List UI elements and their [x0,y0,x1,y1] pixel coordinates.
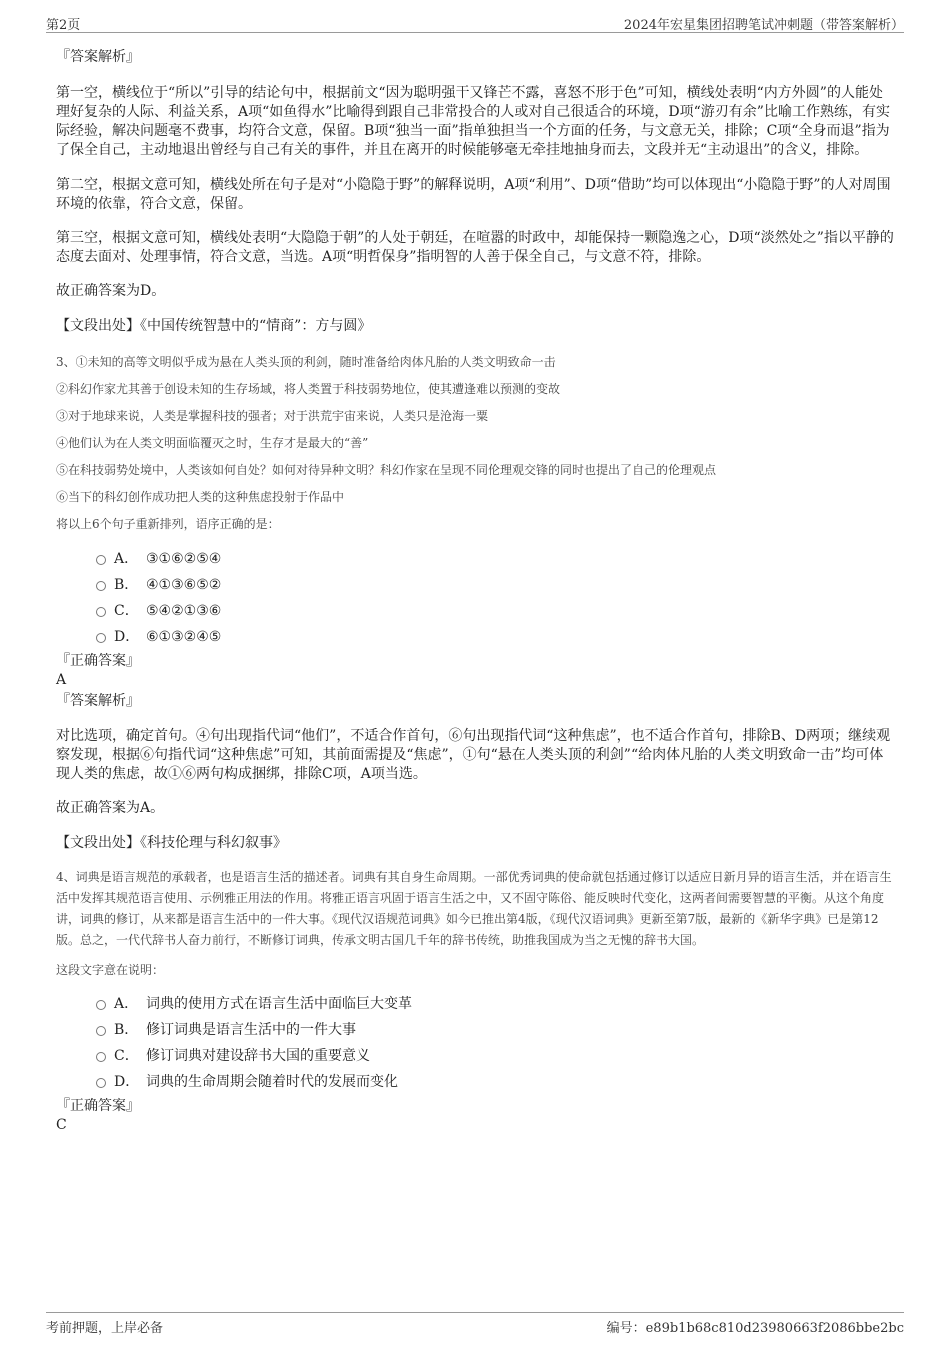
q4-prompt: 这段文字意在说明： [56,963,165,977]
q3-prompt: 将以上6个句子重新排列，语序正确的是： [56,517,280,531]
radio-icon[interactable] [96,633,106,643]
footer-slogan: 考前押题，上岸必备 [46,1321,164,1336]
page-content [56,44,896,1135]
q3-option-b[interactable] [56,572,896,598]
radio-icon[interactable] [96,607,106,617]
option-letter: D． [114,629,140,645]
page-number: 第2页 [46,18,81,33]
q4-option-b[interactable] [56,1017,896,1043]
q3-answer: A [56,672,67,688]
option-text: ⑤④②①③⑥ [146,603,222,619]
option-text: 修订词典对建设辞书大国的重要意义 [146,1048,370,1064]
q2-analysis-title: 『答案解析』 [56,49,140,65]
q3-sentence-1: 3、①未知的高等文明似乎成为悬在人类头顶的利剑，随时准备给肉体凡胎的人类文明致命一击 [56,355,556,369]
q3-analysis-title: 『答案解析』 [56,693,140,709]
radio-icon[interactable] [96,555,106,565]
option-letter: D． [114,1074,140,1090]
radio-icon[interactable] [96,1052,106,1062]
page-header [46,10,904,33]
option-text: ③①⑥②⑤④ [146,551,222,567]
option-letter: B． [114,577,139,593]
option-text: ④①③⑥⑤② [146,577,222,593]
q3-source: 【文段出处】《科技伦理与科幻叙事》 [56,835,287,851]
q2-analysis-p2: 第二空，根据文意可知，横线处所在句子是对“小隐隐于野”的解释说明，A项“利用”、D项“借助”均可以体现出“小隐隐于野”的人对周围环境的依靠，符合文意，保留。 [56,177,891,212]
radio-icon[interactable] [96,581,106,591]
q3-options [56,546,896,650]
option-letter: B． [114,1022,139,1038]
q3-option-a[interactable] [56,546,896,572]
option-letter: A． [114,996,139,1012]
q3-answer-title: 『正确答案』 [56,653,140,669]
document-code: 编号：e89b1b68c810d23980663f2086bbe2bc [606,1321,904,1336]
q4-option-a[interactable] [56,991,896,1017]
option-letter: C． [114,1048,139,1064]
q3-conclusion: 故正确答案为A。 [56,800,165,816]
q2-analysis-p1: 第一空，横线位于“所以”引导的结论句中，根据前文“因为聪明强干又锋芒不露，喜怒不形于色”可知，横线处表明“内方外圆”的人能处理好复杂的人际、利益关系，A项“如鱼得水”比喻得到跟自己非常投合的人或对自己很适合的环境，D项“游刃有余”比喻工作熟练，有实际经验，解决问题毫不费事，均符合文意，保留。B项“独当一面”指单独担当一个方面的任务，与文意无关，排除；C项“全身而退”指为了保全自己，主动地退出曾经与自己有关的事件，并且在离开的时候能够毫无牵挂地抽身而去，文段并无“主动退出”的含义，排除。 [56,85,890,158]
radio-icon[interactable] [96,1026,106,1036]
q4-option-d[interactable] [56,1069,896,1095]
q4-options [56,991,896,1095]
q2-source: 【文段出处】《中国传统智慧中的“情商”：方与圆》 [56,318,372,334]
q3-sentence-3: ③对于地球来说，人类是掌握科技的强者；对于洪荒宇宙来说，人类只是沧海一粟 [56,409,489,423]
option-text: 词典的使用方式在语言生活中面临巨大变革 [146,996,412,1012]
q3-analysis: 对比选项，确定首句。④句出现指代词“他们”，不适合作首句，⑥句出现指代词“这种焦虑”，也不适合作首句，排除B、D两项；继续观察发现，根据⑥句指代词“这种焦虑”可知，其前面需提及“焦虑”，①句“悬在人类头顶的利剑”“给肉体凡胎的人类文明致命一击”均可体现人类的焦虑，故①⑥两句构成捆绑，排除C项，A项当选。 [56,728,891,782]
document-title: 2024年宏星集团招聘笔试冲刺题（带答案解析） [623,18,904,33]
option-text: 词典的生命周期会随着时代的发展而变化 [146,1074,398,1090]
q4-passage: 4、词典是语言规范的承载者，也是语言生活的描述者。词典有其自身生命周期。一部优秀词典的使命就包括通过修订以适应日新月异的语言生活，并在语言生活中发挥其规范语言使用、示例雅正用法的作用。将雅正语言巩固于语言生活之中，又不固守陈俗、能反映时代变化，这两者间需要智慧的平衡。从这个角度讲，词典的修订，从来都是语言生活中的一件大事。《现代汉语规范词典》如今已推出第4版，《现代汉语词典》更新至第7版，最新的《新华字典》已是第12版。总之，一代代辞书人奋力前行，不断修订词典，传承文明古国几千年的辞书传统，助推我国成为当之无愧的辞书大国。 [56,870,892,947]
q3-sentence-5: ⑤在科技弱势处境中，人类该如何自处？如何对待异种文明？科幻作家在呈现不同伦理观交锋的同时也提出了自己的伦理观点 [56,463,717,477]
q3-sentence-2: ②科幻作家尤其善于创设未知的生存场域，将人类置于科技弱势地位，使其遭逢难以预测的变故 [56,382,561,396]
q3-option-d[interactable] [56,624,896,650]
option-text: ⑥①③②④⑤ [146,629,222,645]
radio-icon[interactable] [96,1000,106,1010]
q4-answer: C [56,1117,67,1133]
q4-option-c[interactable] [56,1043,896,1069]
page-footer [46,1312,904,1335]
q2-conclusion: 故正确答案为D。 [56,283,166,299]
radio-icon[interactable] [96,1078,106,1088]
q3-sentence-4: ④他们认为在人类文明面临覆灭之时，生存才是最大的“善” [56,436,369,450]
q4-answer-title: 『正确答案』 [56,1098,140,1114]
q2-analysis-p3: 第三空，根据文意可知，横线处表明“大隐隐于朝”的人处于朝廷，在喧嚣的时政中，却能保持一颗隐逸之心，D项“淡然处之”指以平静的态度去面对、处理事情，符合文意，当选。A项“明哲保身”指明智的人善于保全自己，与文意不符，排除。 [56,230,894,265]
option-text: 修订词典是语言生活中的一件大事 [146,1022,356,1038]
q3-option-c[interactable] [56,598,896,624]
option-letter: A． [114,551,139,567]
option-letter: C． [114,603,139,619]
q3-sentence-6: ⑥当下的科幻创作成功把人类的这种焦虑投射于作品中 [56,490,345,504]
